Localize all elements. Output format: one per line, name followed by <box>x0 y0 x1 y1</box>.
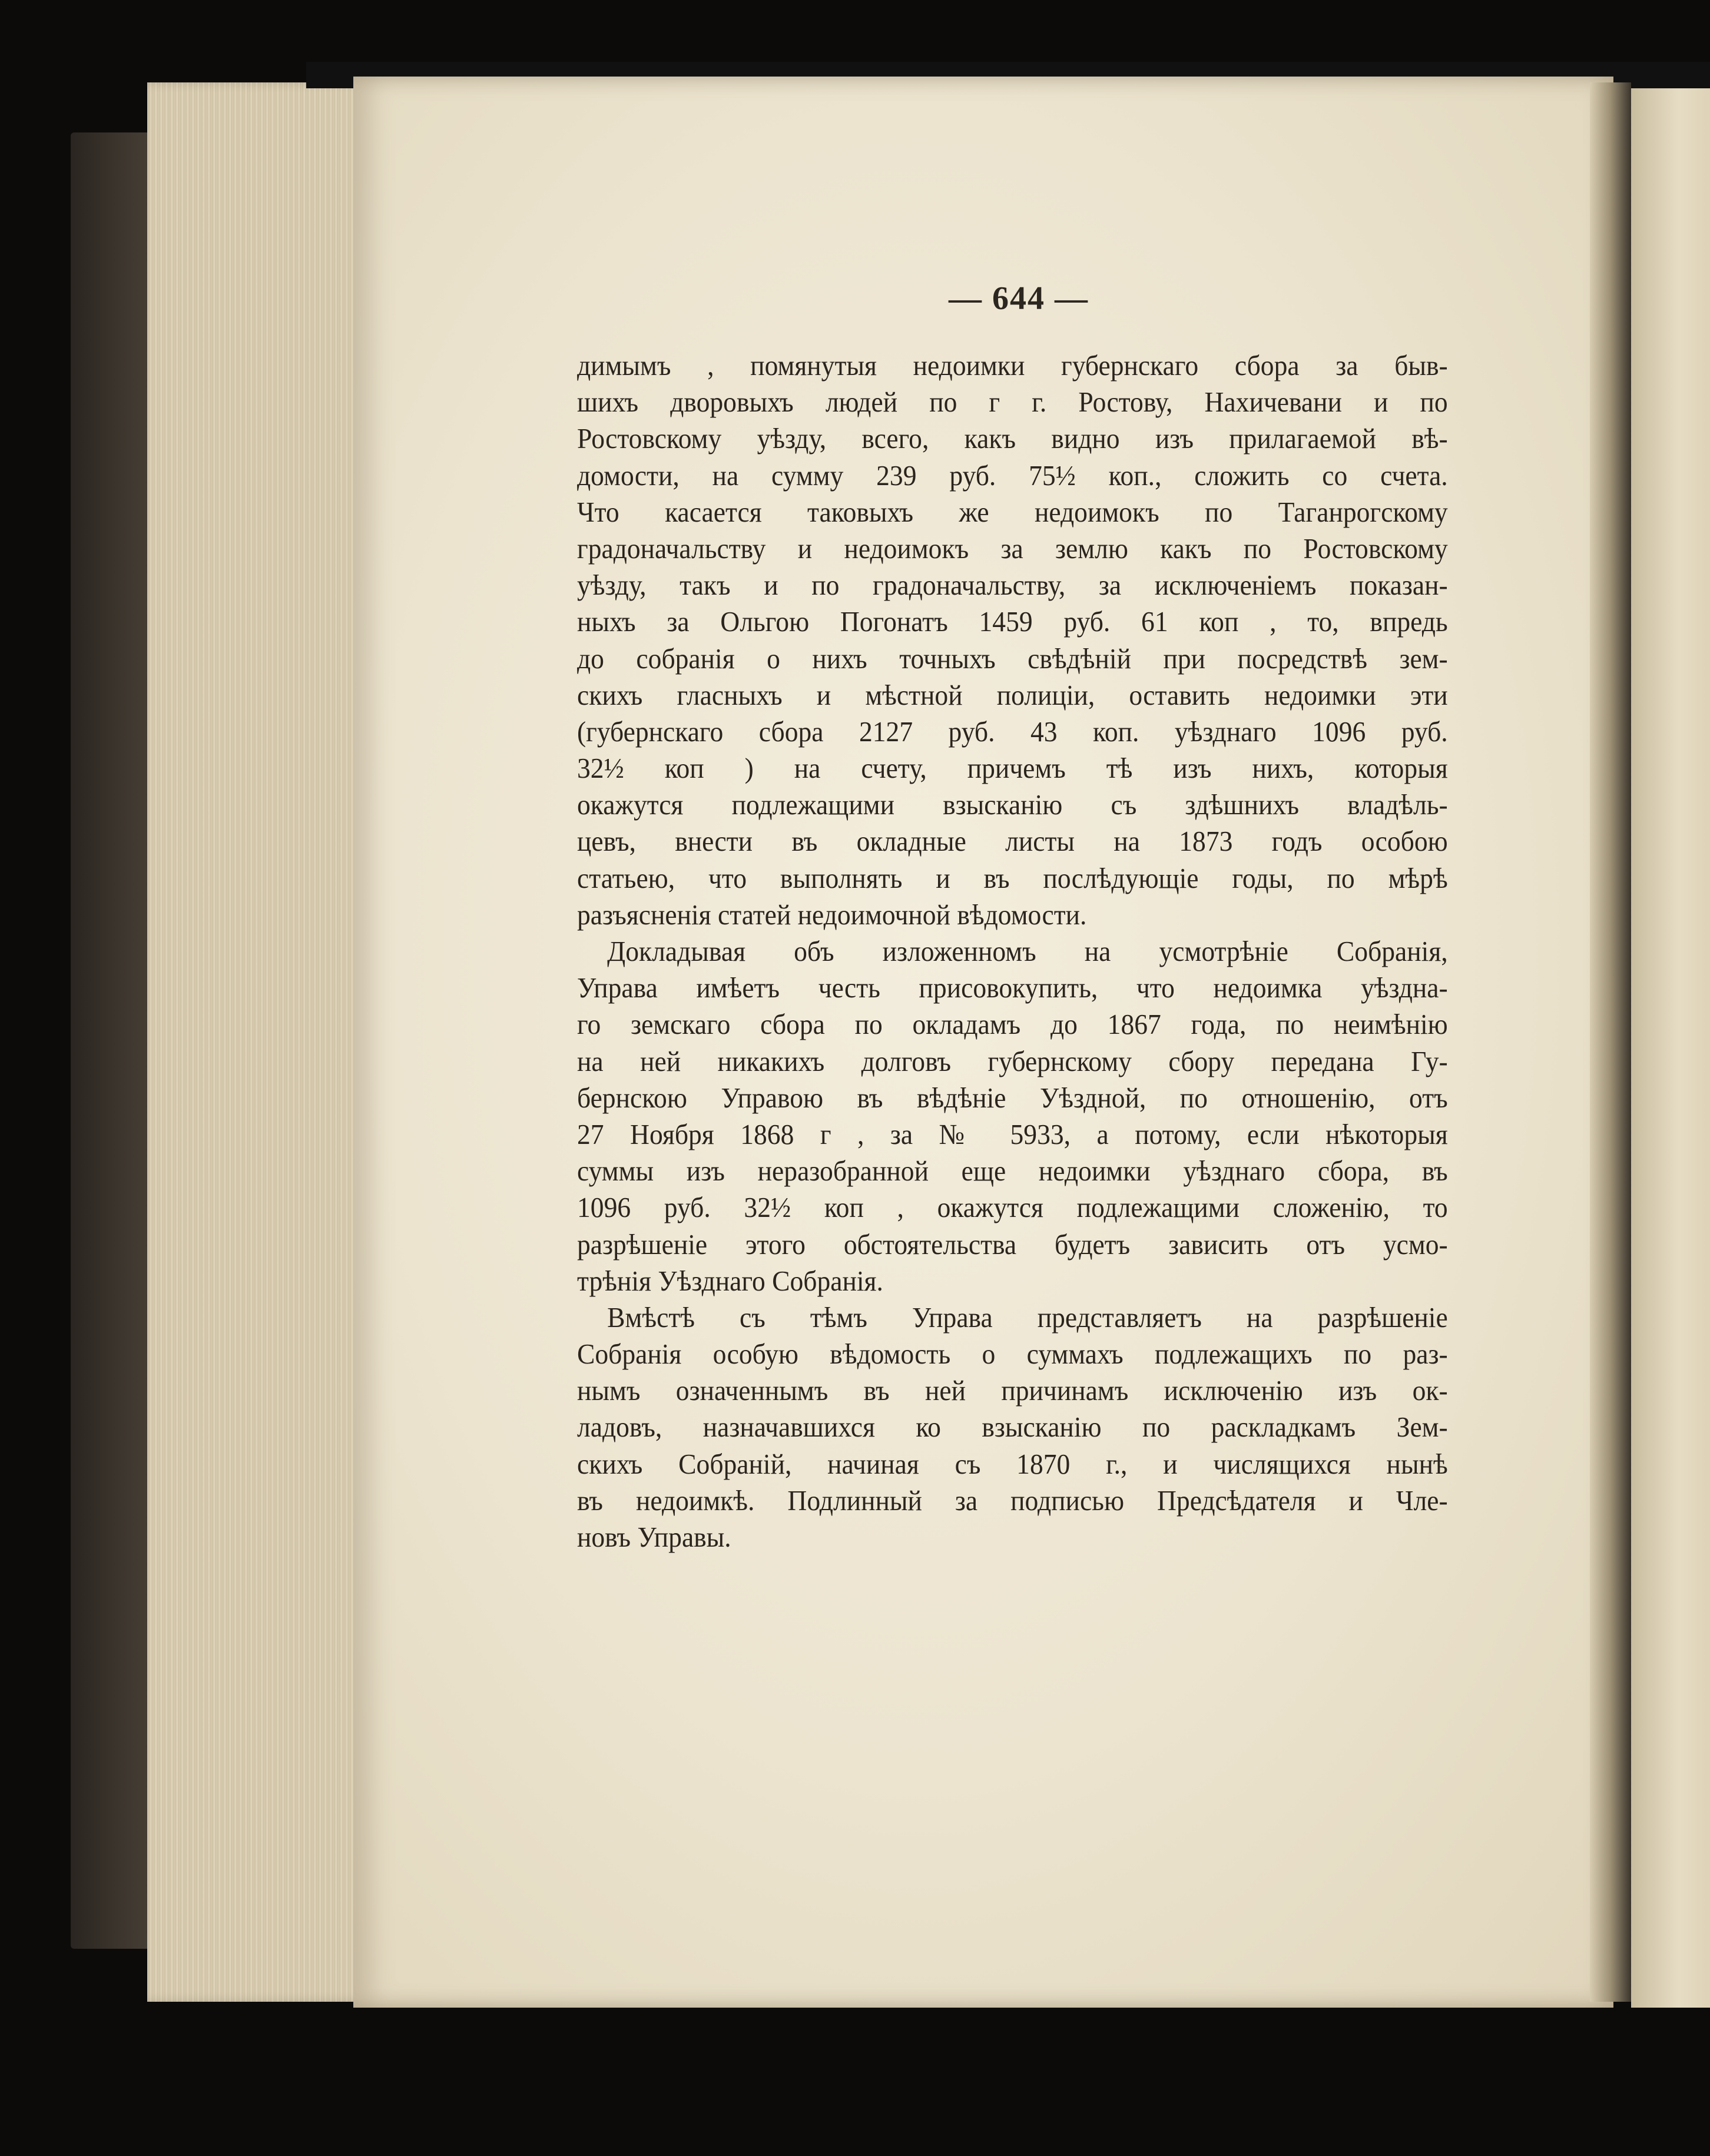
text-line: бернскою Управою въ вѣдѣніе Уѣздной, по отношенію, отъ <box>577 1081 1448 1114</box>
page-gutter <box>1590 82 1631 2002</box>
text-line: 27 Ноября 1868 г , за № 5933, а потому, если нѣкоторыя <box>577 1117 1448 1150</box>
text-line: цевъ, внести въ окладные листы на 1873 годъ особою <box>577 825 1448 858</box>
text-line: Ростовскому уѣзду, всего, какъ видно изъ прилагаемой вѣ- <box>577 422 1448 455</box>
text-line: въ недоимкѣ. Подлинный за подписью Предсѣдателя и Чле- <box>577 1484 1448 1517</box>
text-line: скихъ Собраній, начиная съ 1870 г., и числящихся нынѣ <box>577 1447 1448 1480</box>
paragraph <box>577 1299 1448 1555</box>
page-number: — 644 — <box>949 280 1089 317</box>
paragraph <box>577 933 1448 1299</box>
text-line: ныхъ за Ольгою Погонатъ 1459 руб. 61 коп , то, впредь <box>577 605 1448 638</box>
text-line: Собранія особую вѣдомость о суммахъ подлежащихъ по раз- <box>577 1338 1448 1371</box>
text-line: димымъ , помянутыя недоимки губернскаго сбора за быв- <box>577 349 1448 382</box>
text-line: до собранія о нихъ точныхъ свѣдѣній при посредствѣ зем- <box>577 642 1448 675</box>
text-line: 1096 руб. 32½ коп , окажутся подлежащими сложенію, то <box>577 1191 1448 1224</box>
text-line: Управа имѣетъ честь присовокупить, что недоимка уѣзднa- <box>577 971 1448 1004</box>
text-line: Вмѣстѣ съ тѣмъ Управа представляетъ на разрѣшеніе <box>607 1301 1448 1334</box>
text-line: уѣзду, такъ и по градоначальству, за исключеніемъ показан- <box>577 569 1448 602</box>
text-line: ладовъ, назначавшихся ко взысканію по раскладкамъ Зем- <box>577 1411 1448 1444</box>
facing-page-edge <box>1631 88 1710 2008</box>
text-line: (губернскаго сбора 2127 руб. 43 коп. уѣзднаго 1096 руб. <box>577 715 1448 748</box>
text-line: трѣнія Уѣзднаго Собранія. <box>577 1264 883 1297</box>
page-body-text <box>577 347 1448 1555</box>
text-line: окажутся подлежащими взысканію съ здѣшнихъ владѣль- <box>577 788 1448 821</box>
text-line: домости, на сумму 239 руб. 75½ коп., сложить со счета. <box>577 459 1448 492</box>
text-line: статьею, что выполнять и въ послѣдующіе годы, по мѣрѣ <box>577 861 1448 894</box>
text-line: на ней никакихъ долговъ губернскому сбору передана Гу- <box>577 1044 1448 1077</box>
text-line: 32½ коп ) на счету, причемъ тѣ изъ нихъ, которыя <box>577 752 1448 785</box>
text-line: го земскаго сбора по окладамъ до 1867 года, по неимѣнію <box>577 1008 1448 1041</box>
text-line: Докладывая объ изложенномъ на усмотрѣніе Собранія, <box>607 935 1448 967</box>
paragraph <box>577 347 1448 933</box>
text-line: Что касается таковыхъ же недоимокъ по Таганрогскому <box>577 495 1448 528</box>
text-line: разрѣшеніе этого обстоятельства будетъ зависить отъ усмо- <box>577 1228 1448 1261</box>
text-line: нымъ означеннымъ въ ней причинамъ исключенію изъ ок- <box>577 1374 1448 1407</box>
text-line: новъ Управы. <box>577 1521 731 1553</box>
text-line: градоначальству и недоимокъ за землю какъ по Ростовскому <box>577 532 1448 565</box>
text-line: шихъ дворовыхъ людей по г г. Ростову, Нахичевани и по <box>577 386 1448 419</box>
page-edges <box>147 82 371 2002</box>
text-line: разъясненія статей недоимочной вѣдомости. <box>577 898 1087 931</box>
text-line: суммы изъ неразобранной еще недоимки уѣзднаго сбора, въ <box>577 1155 1448 1188</box>
text-line: скихъ гласныхъ и мѣстной полиціи, оставить недоимки эти <box>577 678 1448 711</box>
